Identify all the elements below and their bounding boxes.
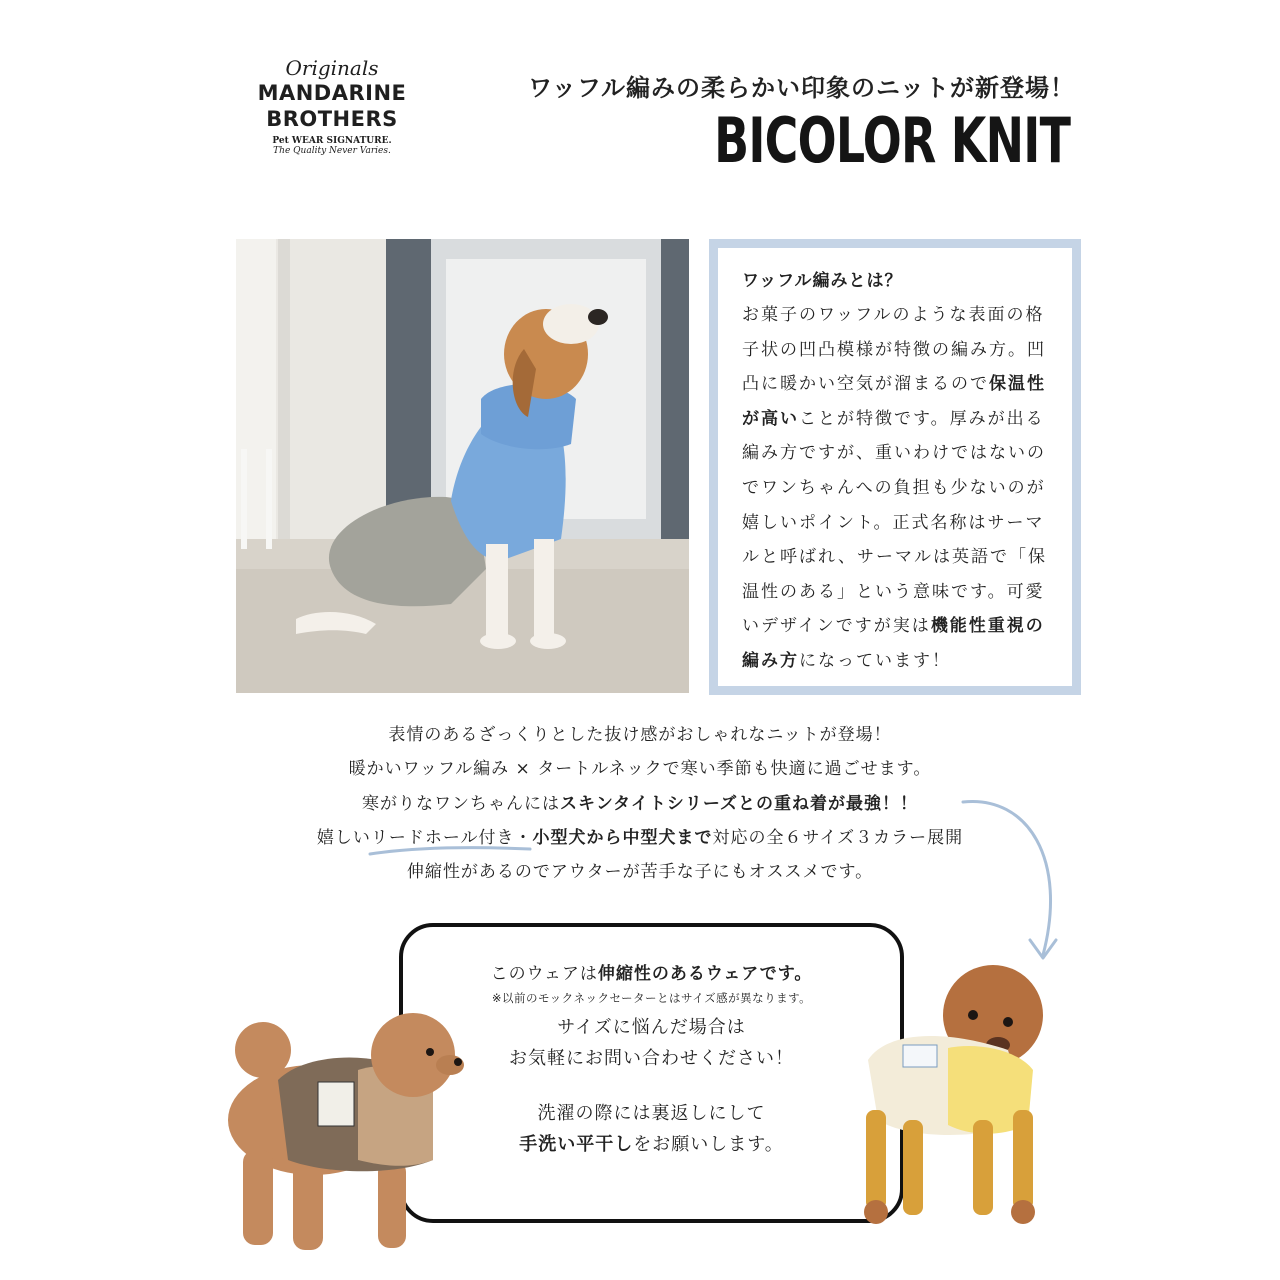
copy-line-3-bold: スキンタイトシリーズとの重ね着が最強！！ — [560, 793, 918, 814]
size-consult-line-2: お気軽にお問い合わせください！ — [509, 1048, 794, 1069]
copy-line-4 — [0, 821, 1280, 855]
curved-arrow-icon — [958, 790, 1068, 970]
lead-hole-highlight: リードホール付き — [370, 827, 515, 848]
copy-line-3 — [0, 787, 1280, 821]
wash-method-bold: 手洗い平干し — [519, 1134, 634, 1155]
wash-line-2-text: をお願いします。 — [633, 1134, 784, 1155]
tagline: ワッフル編みの柔らかい印象のニットが新登場！ — [528, 74, 1075, 102]
info-body — [742, 298, 1056, 679]
copy-line-4-bold: 小型犬から中型犬まで — [532, 827, 713, 848]
product-title: BICOLOR KNIT — [713, 104, 1070, 177]
copy-line-3-text: 寒がりなワンちゃんには — [362, 793, 561, 814]
beagle-photo — [236, 239, 689, 693]
stretch-notice-text: このウェアは — [490, 964, 598, 984]
waffle-knit-info-box — [709, 239, 1081, 695]
copy-line-2: 暖かいワッフル編み × タートルネックで寒い季節も快適に過ごせます。 — [348, 759, 932, 780]
copy-line-4-c: 対応の全６サイズ３カラー展開 — [712, 827, 964, 848]
info-bold-2: 機能性重視の編み方 — [742, 616, 1045, 671]
copy-line-4-b: ・ — [514, 827, 533, 848]
logo-signature: Pet WEAR SIGNATURE. — [272, 136, 392, 146]
logo-brand-line1: MANDARINE — [257, 81, 407, 105]
logo-quality: The Quality Never Varies. — [273, 146, 391, 156]
info-text-2: ことが特徴です。厚みが出る編み方ですが、重いわけではないのでワンちゃんへの負担も少ないのが嬉しいポイント。正式名称はサーマルと呼ばれ、サーマルは英語で「保温性のある」という意味です。可愛いデザインですが実は — [742, 408, 1048, 637]
size-consult-line-1: サイズに悩んだ場合は — [557, 1017, 746, 1038]
size-note: ※以前のモックネックセーターとはサイズ感が異なります。 — [491, 991, 812, 1005]
wash-line-1: 洗濯の際には裏返しにして — [537, 1103, 766, 1124]
logo-script: Originals — [285, 56, 379, 80]
copy-line-5: 伸縮性があるのでアウターが苦手な子にもオススメです。 — [406, 862, 874, 883]
feature-copy — [0, 718, 1280, 889]
info-box-content — [718, 248, 1072, 686]
stretch-notice-bold: 伸縮性のあるウェアです。 — [597, 964, 813, 984]
info-title: ワッフル編みとは？ — [742, 271, 903, 291]
info-text-1: お菓子のワッフルのような表面の格子状の凹凸模様が特徴の編み方。凹凸に暖かい空気が溜まるので — [742, 305, 1046, 395]
poodle-yellow-knit-image — [848, 960, 1078, 1230]
stretch-notice — [403, 959, 900, 984]
info-bold-1: 保温性が高い — [742, 374, 1046, 429]
logo-brand-line2: BROTHERS — [266, 107, 398, 131]
info-text-3: になっています！ — [799, 650, 951, 671]
brand-logo — [252, 56, 412, 156]
poodle-brown-knit-image — [218, 1010, 478, 1260]
copy-line-4-a: 嬉しい — [316, 827, 371, 848]
highlight-underline — [300, 840, 540, 862]
copy-line-1: 表情のあるざっくりとした抜け感がおしゃれなニットが登場！ — [388, 725, 892, 745]
